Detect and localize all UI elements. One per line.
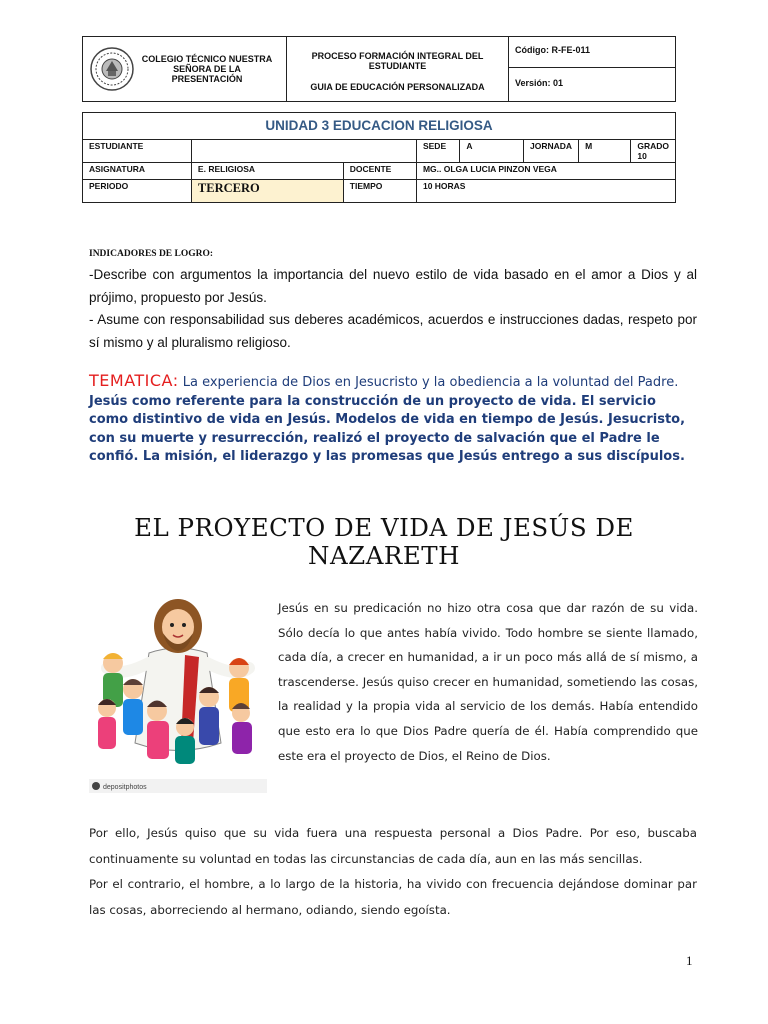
info-grid — [83, 140, 675, 202]
body-paragraph: Por ello, Jesús quiso que su vida fuera una respuesta personal a Dios Padre. Por eso, buscaba continuamente su voluntad en todas las circunstancias de cada día, aun en las más sencillas. — [89, 826, 697, 866]
jesus-children-illustration — [89, 593, 267, 793]
jornada-label: JORNADA — [524, 140, 579, 163]
table-row — [83, 140, 675, 163]
process-title: PROCESO FORMACIÓN INTEGRAL DEL ESTUDIANTE — [311, 51, 484, 71]
docente-label: DOCENTE — [343, 163, 416, 180]
document-code: Código: R-FE-011 — [515, 45, 591, 55]
body-paragraph: Por el contrario, el hombre, a lo largo de la historia, ha vivido con frecuencia dejándose dominar par las cosas, aborreciendo al hermano, odiando, siendo egoísta. — [89, 877, 697, 917]
page-title: EL PROYECTO DE VIDA DE JESÚS DE NAZARETH — [134, 513, 634, 570]
school-seal-icon — [89, 46, 135, 92]
indicadores-title: INDICADORES DE LOGRO: — [89, 249, 214, 259]
tiempo-label: TIEMPO — [343, 180, 416, 203]
periodo-value: TERCERO — [191, 180, 343, 203]
unit-title: UNIDAD 3 EDUCACION RELIGIOSA — [83, 113, 675, 140]
asignatura-value: E. RELIGIOSA — [191, 163, 343, 180]
grado-label: GRADO 10 — [631, 140, 675, 163]
document-header — [82, 36, 676, 102]
code-cell — [509, 37, 675, 101]
process-cell — [287, 37, 509, 101]
estudiante-label: ESTUDIANTE — [83, 140, 191, 163]
tiempo-value: 10 HORAS — [416, 180, 675, 203]
body-paragraph: Jesús en su predicación no hizo otra cosa que dar razón de su vida. Sólo decía lo que antes había vivido. Todo hombre se siente llamado, cada día, a crecer en humanidad, a ir un poco más allá de sí mismo, a trascenderse. Jesús quiso crecer en humanidad, sometiendo las cosas, la realidad y la propia vida al servicio de los demás. Había entendido que esto era lo que Dios Padre quería de él. Había comprendido que este era el proyecto de Dios, el Reino de Dios. — [278, 601, 698, 763]
page-number: 1 — [686, 953, 693, 968]
school-cell — [83, 37, 287, 101]
table-row — [83, 163, 675, 180]
guide-title: GUIA DE EDUCACIÓN PERSONALIZADA — [310, 82, 485, 92]
estudiante-value — [191, 140, 416, 163]
divider — [509, 67, 675, 68]
indicador-item: -Describe con argumentos la importancia del nuevo estilo de vida basado en el amor a Dios y al prójimo, propuesto por Jesús. — [89, 267, 697, 305]
info-table — [82, 112, 676, 203]
depositphotos-watermark: depositphotos — [103, 784, 147, 791]
tematica-label: TEMATICA: — [89, 371, 179, 390]
periodo-label: PERIODO — [83, 180, 191, 203]
indicador-item: - Asume con responsabilidad sus deberes académicos, acuerdos e instrucciones dadas, respeto por sí mismo y al pluralismo religioso. — [89, 312, 697, 350]
docente-value: MG.. OLGA LUCIA PINZON VEGA — [416, 163, 675, 180]
tematica-content: Jesús como referente para la construcción de un proyecto de vida. El servicio como distintivo de vida en Jesús. Modelos de vida en tiempo de Jesús. Jesucristo, con su muerte y resurrección, realizó el proyecto de salvación que el Padre le confió. La misión, el liderazgo y las promesas que Jesús entrego a sus discípulos. — [89, 393, 686, 464]
tematica-intro: La experiencia de Dios en Jesucristo y la obediencia a la voluntad del Padre. — [178, 375, 679, 390]
jornada-value: M — [579, 140, 631, 163]
document-version: Versión: 01 — [515, 78, 564, 88]
asignatura-label: ASIGNATURA — [83, 163, 191, 180]
sede-value: A — [460, 140, 524, 163]
table-row — [83, 180, 675, 203]
sede-label: SEDE — [416, 140, 459, 163]
school-name: COLEGIO TÉCNICO NUESTRA SEÑORA DE LA PRESENTACIÓN — [141, 54, 273, 84]
tematica-section — [89, 372, 689, 467]
